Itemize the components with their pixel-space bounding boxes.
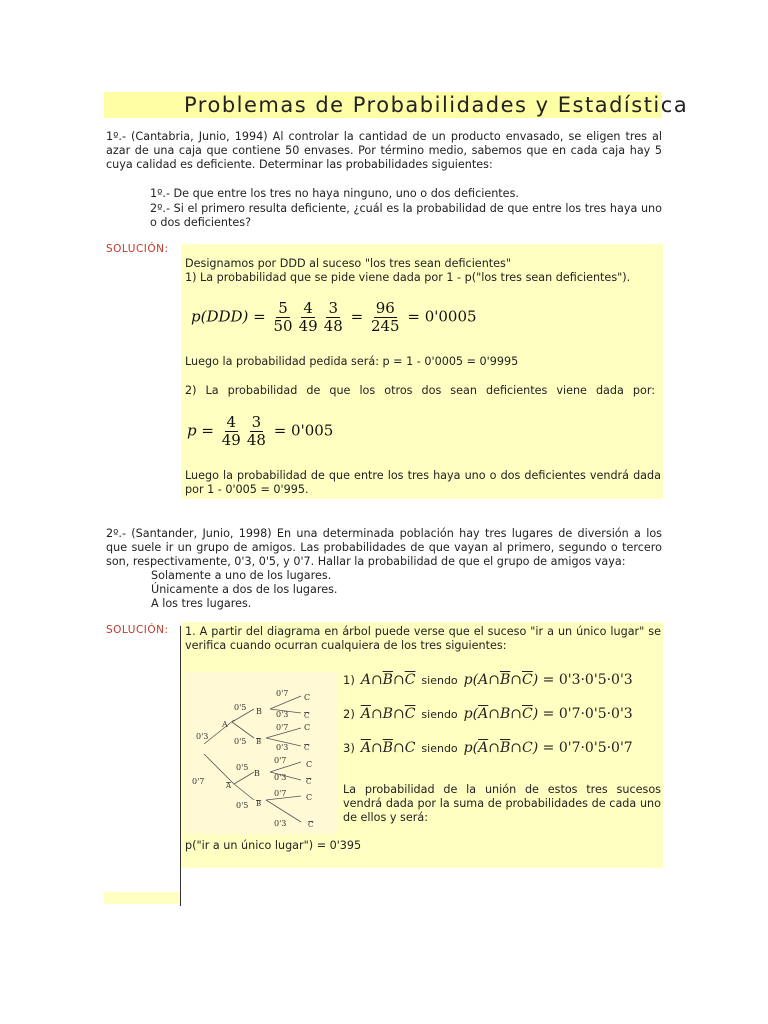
solution-label-2: SOLUCIÓN: [106, 624, 169, 636]
final-result: p("ir a un único lugar") = 0'395 [185, 839, 362, 852]
tree-prob-label: 0'3 [274, 819, 287, 828]
tree-prob-label: 0'7 [274, 789, 287, 798]
probability-tree [186, 672, 338, 834]
tree-prob-label: 0'5 [234, 737, 247, 746]
tree-prob-label: 0'3 [276, 710, 289, 719]
tree-node-C: C [306, 793, 313, 802]
tree-prob-label: 0'3 [196, 732, 209, 741]
tree-node-C: C [304, 723, 311, 732]
tree-branch [204, 720, 234, 744]
problem1-statement: 1º.- (Cantabria, Junio, 1994) Al controlar la cantidad de un producto envasado, se eligen tres al azar de una caja que contiene 50 envases. Por término medio, sabemos que en cada caja hay 5 cuya calidad es deficiente. Determinar las probabilidades siguientes: [106, 130, 662, 172]
tree-prob-label: 0'7 [276, 689, 289, 698]
fraction: $\frac{4}{49}$ [298, 299, 318, 335]
tree-node-notC: C [308, 821, 314, 829]
tree-prob-label: 0'7 [276, 723, 289, 732]
fraction: $\frac{5}{50}$ [273, 299, 293, 335]
formula-rhs: = 0'0005 [407, 307, 477, 326]
tree-prob-label: 0'3 [276, 743, 289, 752]
tree-branch [204, 754, 234, 784]
tree-node-notC: C [304, 712, 310, 720]
tree-branch [234, 784, 254, 800]
tree-node-B: B [254, 769, 260, 778]
fraction: $\frac{3}{48}$ [246, 413, 266, 449]
problem2-item: Únicamente a dos de los lugares. [151, 583, 338, 596]
tree-node-A: A [222, 720, 228, 729]
formula-p2: p = $\frac{4}{49}$ $\frac{3}{48}$ = 0'005 [187, 413, 334, 449]
tree-node-notB: B [256, 738, 262, 746]
tree-node-C: C [304, 693, 311, 702]
tree-node-notC: C [306, 778, 312, 786]
tree-prob-label: 0'3 [274, 773, 287, 782]
solution1-line3: Luego la probabilidad pedida será: p = 1 - 0'0005 = 0'9995 [185, 355, 519, 368]
fraction: $\frac{96}{245}$ [370, 299, 400, 335]
formula-lhs: p(DDD) = [191, 307, 266, 326]
formula-pddd: p(DDD) = $\frac{5}{50}$ $\frac{4}{49}$ $\frac{3}{48}$ = $\frac{96}{245}$ = 0'0005 [191, 299, 477, 335]
problem1-question1: 1º.- De que entre los tres no haya ninguno, uno o dos deficientes. [150, 187, 519, 200]
event-row-2: 2) $\overline{A}\cap B\cap\overline{C}$ siendo $p(\overline{A}\cap B\cap\overline{C}) = 0'7\cdot 0'5\cdot 0'3$ [343, 706, 633, 722]
tree-prob-label: 0'5 [234, 703, 247, 712]
solution-label-1: SOLUCIÓN: [106, 243, 169, 255]
tree-node-notC: C [304, 744, 310, 752]
union-text: La probabilidad de la unión de estos tres sucesos vendrá dada por la suma de probabilidades de cada uno de ellos y será: [343, 783, 661, 825]
page-title: Problemas de Probabilidades y Estadística [184, 93, 689, 117]
tree-node-notB: B [256, 800, 262, 808]
tree-node-notA: A [226, 782, 232, 790]
solution1-line2: 1) La probabilidad que se pide viene dada por 1 - p("los tres sean deficientes"). [185, 271, 631, 284]
problem2-statement: 2º.- (Santander, Junio, 1998) En una determinada población hay tres lugares de diversión a los que suele ir un grupo de amigos. Las probabilidades de que vayan al primero, segundo o tercero son, respectivamente, 0'3, 0'5, y 0'7. Hallar la probabilidad de que el grupo de amigos vaya: [106, 527, 662, 569]
problem2-item: A los tres lugares. [151, 597, 252, 610]
event-row-1: 1) $A\cap\overline{B}\cap\overline{C}$ siendo $p(A\cap\overline{B}\cap\overline{C}) = 0'3\cdot 0'5\cdot 0'3$ [343, 672, 633, 688]
problem2-item: Solamente a uno de los lugares. [151, 569, 332, 582]
solution1-line4: 2) La probabilidad de que los otros dos sean deficientes viene dada por: [185, 384, 655, 397]
bottom-strip [104, 892, 180, 904]
tree-prob-label: 0'5 [236, 801, 249, 810]
tree-branch [232, 722, 254, 738]
problem1-question2: 2º.- Si el primero resulta deficiente, ¿cuál es la probabilidad de que entre los tres haya uno o dos deficientes? [150, 202, 662, 230]
tree-prob-label: 0'5 [236, 763, 249, 772]
tree-node-B: B [256, 707, 262, 716]
fraction: $\frac{3}{48}$ [323, 299, 343, 335]
vertical-divider [180, 626, 181, 906]
tree-prob-label: 0'7 [274, 756, 287, 765]
fraction: $\frac{4}{49}$ [221, 413, 241, 449]
tree-prob-label: 0'7 [192, 777, 205, 786]
tree-branch [234, 772, 254, 784]
tree-node-C: C [306, 760, 313, 769]
event-row-3: 3) $\overline{A}\cap\overline{B}\cap C$ siendo $p(\overline{A}\cap\overline{B}\cap C) = 0'7\cdot 0'5\cdot 0'7$ [343, 740, 633, 756]
solution1-line1: Designamos por DDD al suceso "los tres sean deficientes" [185, 257, 512, 270]
solution1-line5: Luego la probabilidad de que entre los tres haya uno o dos deficientes vendrá dada por 1 - 0'005 = 0'995. [185, 469, 661, 497]
solution2-intro: 1. A partir del diagrama en árbol puede verse que el suceso "ir a un único lugar" se verifica cuando ocurran cualquiera de los tres siguientes: [185, 625, 661, 653]
